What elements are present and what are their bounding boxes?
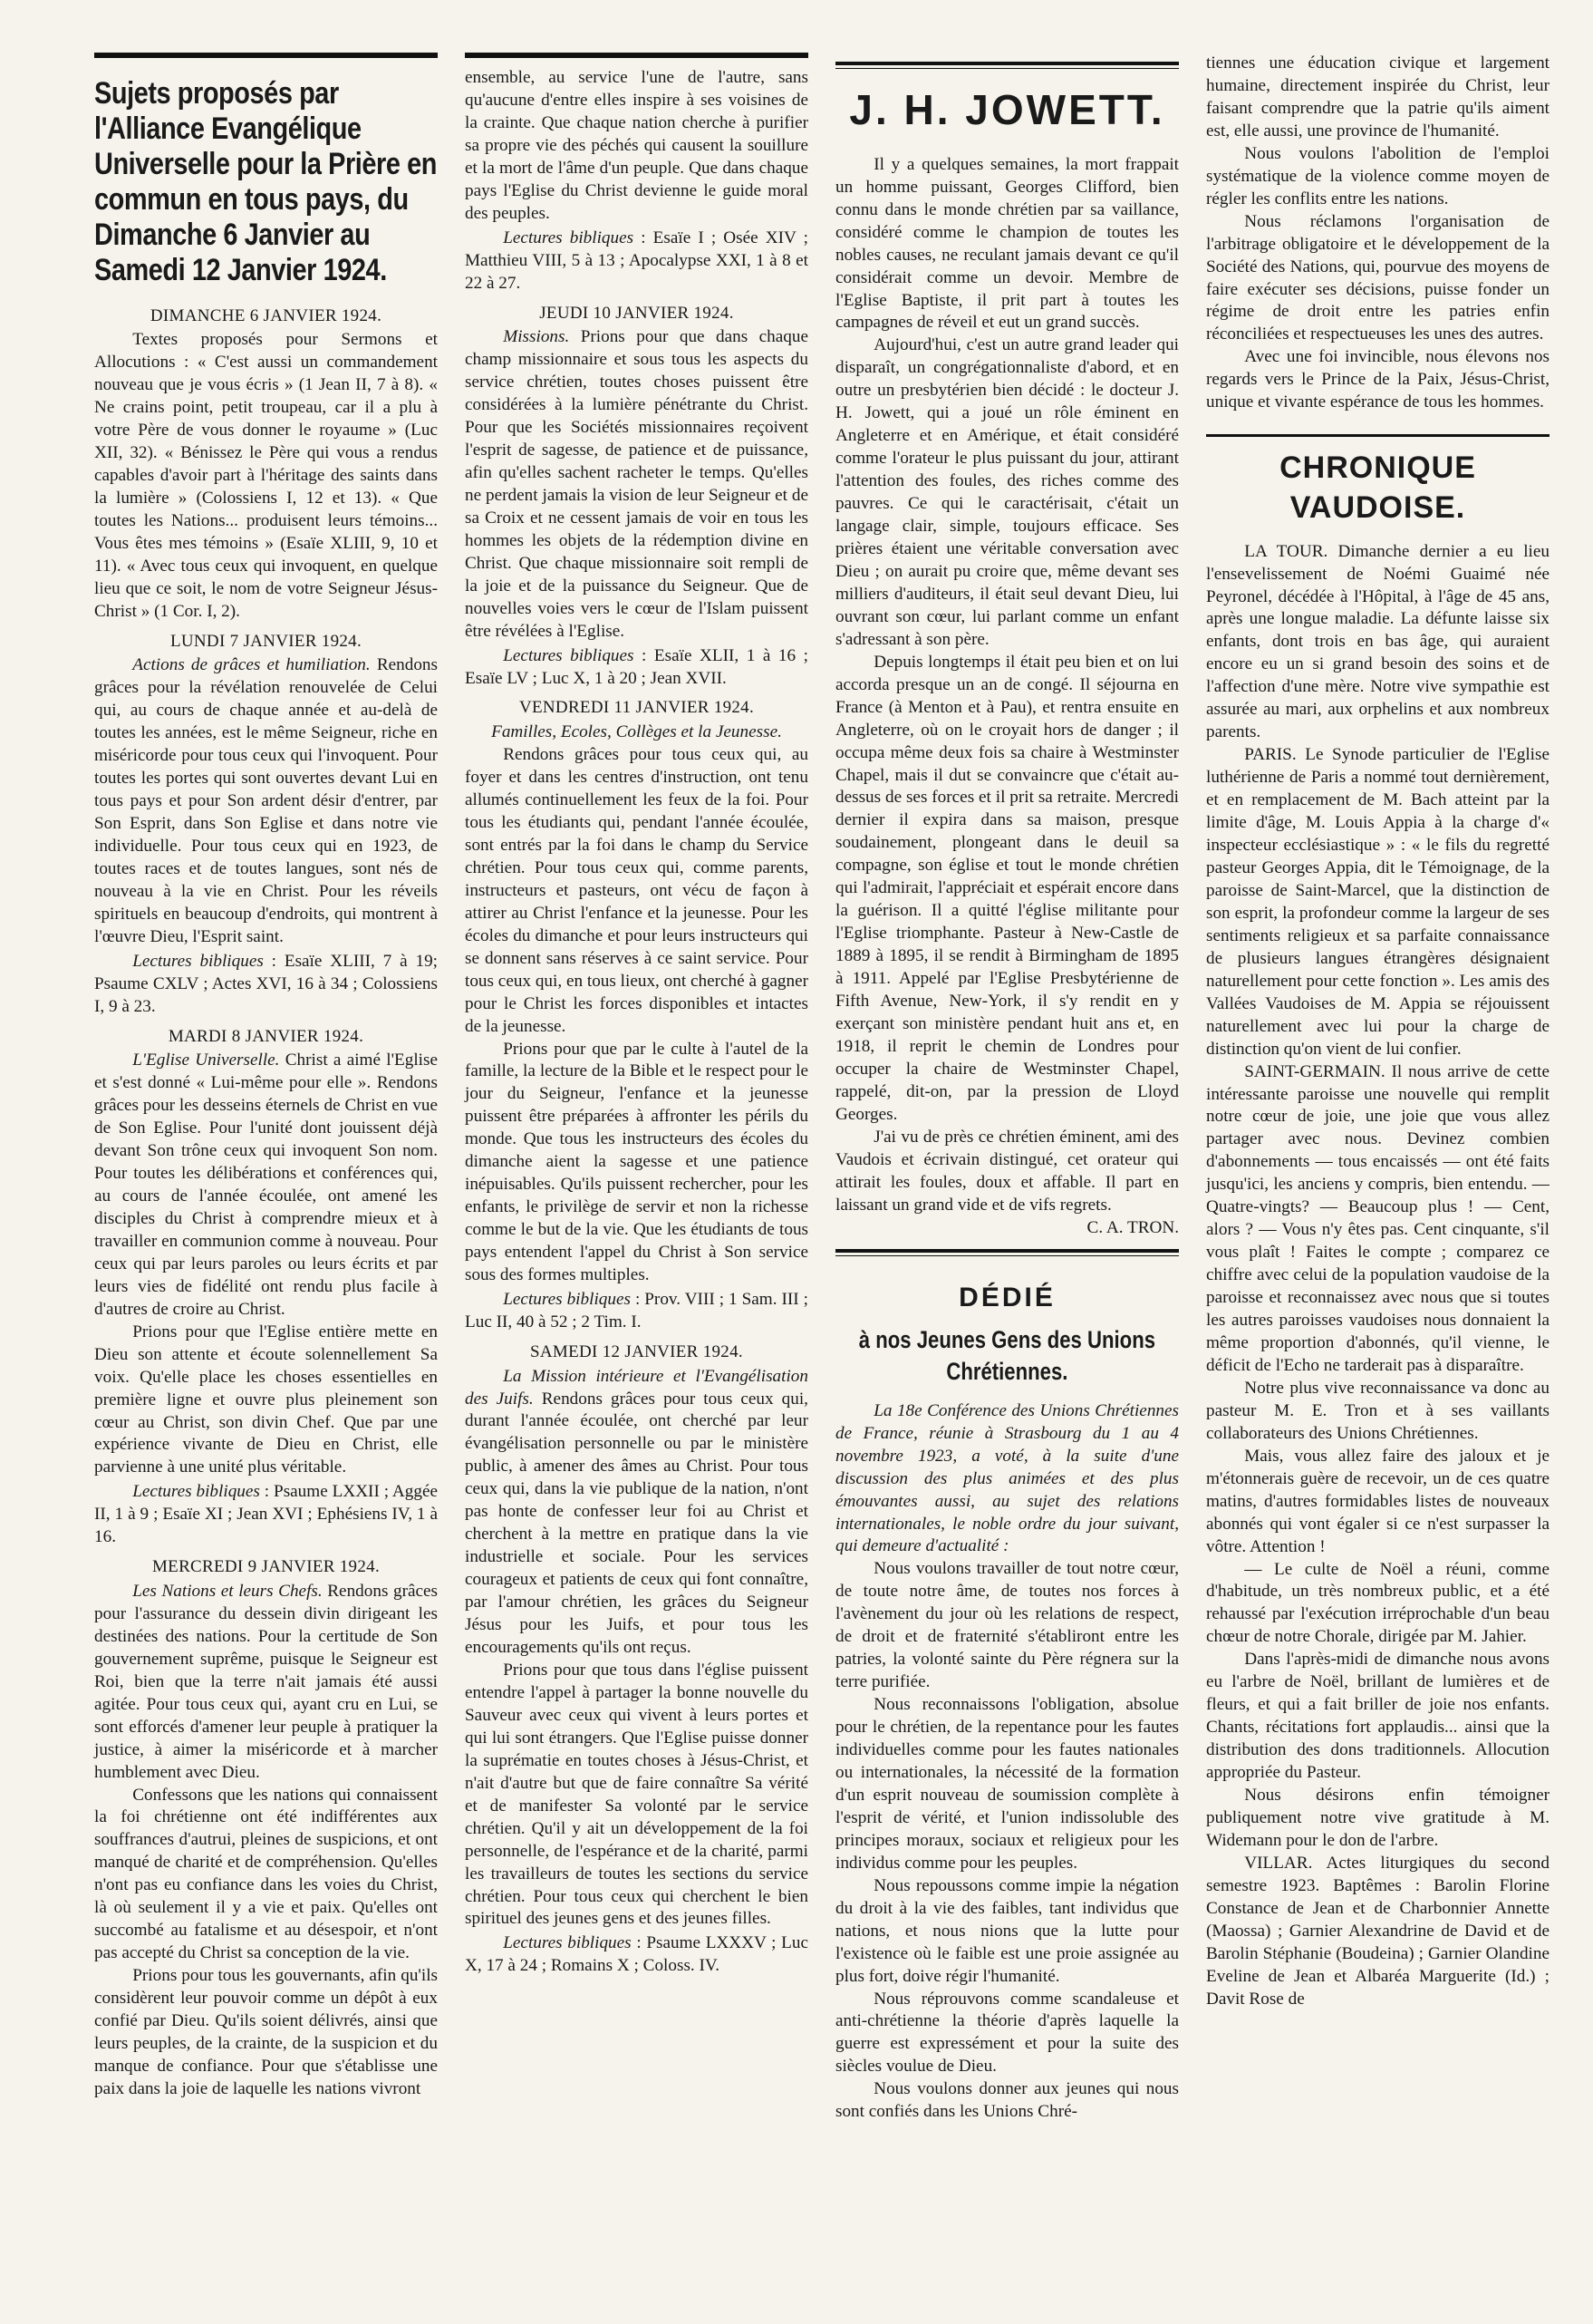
chronique-title: CHRONIQUE VAUDOISE.: [1206, 434, 1550, 528]
column-1: [91, 53, 438, 2288]
prayer-week-headline: Sujets proposés par l'Alliance Evangélique Universelle pour la Prière en commun en tous pays, du Dimanche 6 Janvier au Samedi 12 Janvier 1924.: [94, 76, 437, 288]
columns: [91, 53, 1550, 2288]
villar-entry: VILLAR. Actes liturgiques du second semestre 1923. Baptêmes : Barolin Florine Constance de Jean et de Charbonnier Annette (Maossa) ; Garnier Alexandrine de David et de Barolin Stéphanie (Boudeina) ; Garnier Olandine Eveline de Jean et Albaréa Marguerite (Id.) ; Davit Rose de: [1206, 1853, 1550, 2009]
column-top-rule: [94, 53, 438, 58]
noel-entry-3: Nous désirons enfin témoigner publiquement notre vive gratitude à M. Widemann pour le don de l'arbre.: [1206, 1786, 1550, 1850]
column-top-rule: [465, 53, 808, 58]
saturday-paragraph: [465, 1366, 808, 1660]
saturday-readings: [465, 1932, 808, 1978]
jowett-signature: C. A. TRON.: [1086, 1217, 1179, 1237]
tuesday-text: Christ a aimé l'Eglise et s'est donné « Lui-même pour elle ». Rendons grâces pour les desseins éternels de Christ en vue de Son Eglise. Pour l'unité dont jouissent déjà devant Son trône ceux qui invoquent Son nom. Pour toutes les délibérations et conférences qui, au cours de l'année écoulée, ont amené les disciples du Christ à comprendre mieux et à travailler en communion comme à nouveau. Pour ceux qui par leurs paroles ou leurs écrits et par leurs vies de fidélité ont rendu plus facile à d'autres de croire au Christ.: [94, 1051, 438, 1319]
wednesday-text-2: Confessons que les nations qui connaissent la foi chrétienne ont été indifférentes aux souffrances d'autrui, pleines de suspicions, et ont manqué de charité et de compréhension. Qu'elles n'ont pas eu confiance dans les voies du Christ, là où seulement il y a vie et paix. Qu'elles ont succombé au fatalisme et au désespoir, et n'ont pas accepté du Christ sa conception de la vie.: [94, 1785, 438, 1963]
stgermain-entry-3: Mais, vous allez faire des jaloux et je m'étonnerais guère de recevoir, un de ces quatre matins, d'autres formidables listes de nouveaux abonnés qui vont égaler si ce n'est surpasser la vôtre. Attention !: [1206, 1446, 1550, 1556]
day-heading-wednesday: MERCREDI 9 JANVIER 1924.: [151, 1557, 381, 1577]
tuesday-readings: [94, 1481, 438, 1549]
tuesday-theme: L'Eglise Universelle.: [132, 1051, 280, 1070]
wednesday-readings: [465, 228, 808, 295]
readings-refs: : Esaïe XLII, 1 à 16 ; Esaïe LV ; Luc X, 1 à 20 ; Jean XVII.: [465, 645, 808, 688]
thursday-text: Prions pour que dans chaque champ missionnaire et sous tous les aspects du service chrétien, toutes choses puissent être considérées à la lumière pénétrante du Christ. Pour que les Sociétés missionnaires reçoivent l'esprit de sagesse, de patience et de puissance, afin qu'elles sachent racheter le temps. Qu'elles ne perdent jamais la vision de leur Seigneur et de sa Croix et ne cessent jamais de voir en tous les hommes les objets de la rédemption divine en Christ. Que chaque missionnaire soit rempli de la joie et de la puissance du Seigneur. Que de nouvelles voies vers le cœur de l'Islam puissent être révélées à l'Eglise.: [465, 327, 808, 641]
dedie-p4: Nous réprouvons comme scandaleuse et anti-chrétienne la théorie d'après laquelle la guerre est expressément et pour la suite des siècles voulue de Dieu.: [835, 1989, 1179, 2077]
friday-theme: Familles, Ecoles, Collèges et la Jeunesse.: [491, 722, 782, 742]
monday-paragraph: [94, 654, 438, 948]
dedie-p2: Nous reconnaissons l'obligation, absolue pour le chrétien, de la repentance pour les fautes individuelles comme pour les fautes nationales ou internationales, la nécessité de la formation d'un esprit nouveau de soumission complète à l'esprit de vérité, et l'union indissoluble des principes moraux, sociaux et religieux pour les individus comme pour les peuples.: [835, 1695, 1179, 1873]
monday-theme: Actions de grâces et humiliation.: [132, 655, 371, 675]
readings-label: Lectures bibliques: [503, 1289, 631, 1309]
noel-entry-1: — Le culte de Noël a réuni, comme d'habitude, un très nombreux public, et a été rehaussé par l'exécution irréprochable d'un beau chœur de notre Chorale, dirigée par M. Jahier.: [1206, 1559, 1550, 1647]
dedie-continued-p1: tiennes une éducation civique et largement humaine, directement inspirée du Christ, leur faisant comprendre que la patrie qu'ils aiment est, elle aussi, une province de l'humanité.: [1206, 53, 1550, 140]
stgermain-entry-2: Notre plus vive reconnaissance va donc au pasteur M. E. Tron et à ses vaillants collaborateurs des Unions Chrétiennes.: [1206, 1378, 1550, 1443]
dedie-p3: Nous repoussons comme impie la négation du droit à la vie des faibles, tant individus que nations, et nous nions que la lutte pour l'existence où le faible est une proie assignée au plus fort, doive régir l'humanité.: [835, 1875, 1179, 1986]
day-heading-saturday: SAMEDI 12 JANVIER 1924.: [530, 1341, 743, 1361]
readings-label: Lectures bibliques: [503, 645, 634, 665]
dedie-continued-p3: Nous réclamons l'organisation de l'arbitrage obligatoire et le développement de la Société des Nations, qui, pourvue des moyens de faire exécuter ses décisions, puisse fonder un régime de droit entre les patries enfin réconciliées et respectueuses les unes des autres.: [1206, 211, 1550, 344]
noel-entry-2: Dans l'après-midi de dimanche nous avons eu l'arbre de Noël, brillant de lumières et de fleurs, et qui a fait briller de joie nos enfants. Chants, récitations fort applaudis... ainsi que la distribution des dons traditionnels. Allocution appropriée du Pasteur.: [1206, 1650, 1550, 1783]
jowett-p4: J'ai vu de près ce chrétien éminent, ami des Vaudois et écrivain distingué, cet orateur qui attirait les foules, doux et affable. Il part en laissant un grand vide et de vifs regrets.: [835, 1127, 1179, 1215]
dedie-p5: Nous voulons donner aux jeunes qui nous sont confiés dans les Unions Chré-: [835, 2079, 1179, 2122]
readings-refs: : Esaïe XLIII, 7 à 19; Psaume CXLV ; Actes XVI, 16 à 34 ; Colossiens I, 9 à 23.: [94, 951, 438, 1016]
column-4: [1202, 53, 1550, 2288]
jowett-title: J. H. JOWETT.: [849, 86, 1165, 133]
column-2: [461, 53, 808, 2288]
paris-entry: PARIS. Le Synode particulier de l'Eglise luthérienne de Paris a nommé tout dernièrement, et en remplacement de M. Bach atteint par la limite d'âge, M. Louis Appia à la charge d'« inspecteur ecclésiastique » : « le fils du regretté pasteur Georges Appia, dit le Témoignage, de la paroisse de Saint-Marcel, que la distinction de son esprit, la profondeur comme la largeur de ses sentiments religieux et sa parfaite connaissance de plusieurs langues étrangères désignaient naturellement pour cette fonction ». Les amis des Vallées Vaudoises de M. Appia se réjouissent naturellement avec lui pour la charge de distinction qu'on vient de lui confier.: [1206, 745, 1550, 1059]
readings-label: Lectures bibliques: [132, 1482, 260, 1502]
column-3: [832, 53, 1179, 2288]
dedie-title: DÉDIÉ: [959, 1282, 1056, 1312]
thursday-paragraph: [465, 326, 808, 643]
friday-text-2: Prions pour que par le culte à l'autel de la famille, la lecture de la Bible et le respect pour le jour du Seigneur, l'enfance et la jeunesse puissent être préparées à affronter les périls du monde. Que tous les instructeurs des écoles du dimanche aient la sagesse et une patience inépuisables. Qu'ils puissent rechercher, pour les enfants, le privilège de servir et non la richesse comme le but de la vie. Que les étudiants de tous pays entendent l'appel du Christ à Son service sous des formes multiples.: [465, 1039, 808, 1285]
friday-readings: [465, 1289, 808, 1334]
jowett-p2: Aujourd'hui, c'est un autre grand leader qui disparaît, un congrégationnaliste d'abord, et en outre un presbytérien bien décidé : le docteur J. H. Jowett, qui a joué un rôle éminent en Angleterre et en Amérique, et était considéré comme l'orateur le plus puissant du jour, attirant l'attention des foules, des riches comme des pauvres. Ce qui le caractérisait, c'était un langage clair, simple, toujours efficace. Ses prières étaient une véritable conversation avec Dieu ; on aurait pu croire que, même devant ses milliers d'auditeurs, il était seul devant Dieu, lui ouvrant son cœur, lui parlant comme un enfant s'adressant à son père.: [835, 335, 1179, 649]
latour-entry: LA TOUR. Dimanche dernier a eu lieu l'ensevelissement de Noémi Guaimé née Peyronel, décédée à l'Hôpital, à l'âge de 45 ans, après une longue maladie. La défunte laisse six enfants, dont trois en bas âge, qui auraient encore eu un si grand besoin des soins et de l'affection d'une mère. Notre vive sympathie est assurée au mari, aux orphelins et aux nombreux parents.: [1206, 541, 1550, 742]
day-heading-friday: VENDREDI 11 JANVIER 1924.: [518, 698, 755, 718]
jowett-p3: Depuis longtemps il était peu bien et on lui accorda presque un an de congé. Il séjourna en France (à Menton et à Pau), et rentra ensuite en Angleterre, où on le croyait hors de danger ; il occupa même deux fois sa chaire à Westminster Chapel, mais il dut se convaincre que c'était au-dessus de ses forces et il prit sa retraite. Mercredi dernier il expira dans sa maison, presque soudainement, plongeant dans le deuil sa compagne, son église et tout le monde chrétien qui l'admirait, l'appréciait et espérait encore dans la guérison. Il a quitté l'église militante pour l'Eglise triomphante. Pasteur à New-Castle de 1889 à 1895, il se rendit à Birmingham de 1895 à 1911. Appelé par l'Eglise Presbytérienne de Fifth Avenue, New-York, il s'y rendit en y exerçant son ministère pendant huit ans et, en 1918, il reprit le chemin de Londres pour occuper la chaire de Westminster Chapel, rappelé, dit-on, par la pression de Lloyd Georges.: [835, 652, 1179, 1124]
wednesday-paragraph: [94, 1581, 438, 1785]
article-rule: [835, 1249, 1179, 1256]
wednesday-text-3: Prions pour tous les gouvernants, afin qu'ils considèrent leur pouvoir comme un dépôt à eux confié par Dieu. Qu'ils soient délivrés, ainsi que leurs peuples, de la crainte, de la suspicion et du manque de confiance. Pour que s'établisse une paix dans la joie de laquelle les nations vivront: [94, 1966, 438, 2098]
thursday-theme: Missions.: [503, 327, 570, 347]
tuesday-paragraph: [94, 1050, 438, 1321]
wednesday-text: Rendons grâces pour l'assurance du dessein divin dirigeant les destinées des nations. Pour la certitude de Son gouvernement suprême, puisque le Seigneur est Roi, bien que la terre n'ait jamais été aussi agitée. Pour tous ceux qui, ayant cru en Lui, se sont efforcés d'amener leur peuple à pratiquer la justice, à aimer la miséricorde et à marcher humblement avec Dieu.: [94, 1581, 438, 1782]
dedie-intro: La 18e Conférence des Unions Chrétiennes de France, réunie à Strasbourg du 1 au 4 novembre 1923, a voté, à la suite d'une discussion des plus animées et des plus émouvantes aussi, au sujet des relations internationales, le noble ordre du jour suivant, qui demeure d'actualité :: [835, 1400, 1179, 1556]
readings-label: Lectures bibliques: [132, 951, 264, 971]
wednesday-continued: ensemble, au service l'une de l'autre, sans qu'aucune d'entre elles inspire à ses voisines de la crainte. Que chaque nation cherche à purifier sa propre vie des péchés qui causent la souillure et la mort de l'âme d'un peuple. Que dans chaque pays l'Eglise du Christ devienne le guide moral des peuples.: [465, 68, 808, 223]
tuesday-text-2: Prions pour que l'Eglise entière mette en Dieu son attente et écoute solennellement Sa voix. Qu'elle place les choses essentielles en première ligne et ouvre plus pleinement son cœur au Christ, son divin Chef. Que par une expérience vivante de Dieu en Christ, elle parvienne à une unité plus véritable.: [94, 1322, 438, 1477]
article-rule: [835, 62, 1179, 69]
day-heading-thursday: JEUDI 10 JANVIER 1924.: [539, 303, 734, 323]
readings-refs: : Psaume LXXII ; Aggée II, 1 à 9 ; Esaïe XI ; Jean XVI ; Ephésiens IV, 1 à 16.: [94, 1482, 438, 1547]
friday-text-1: Rendons grâces pour tous ceux qui, au foyer et dans les centres d'instruction, ont tenu allumés continuellement les feux de la foi. Pour tous les étudiants qui, pendant l'année écoulée, sont entrés par la foi dans le champ du Service chrétien. Pour tous ceux qui, comme parents, instructeurs et pasteurs, ont vécu de façon à attirer au Christ l'enfance et la jeunesse. Pour les écoles du dimanche et pour leurs instructeurs qui se donnent sans réserves à ce saint service. Pour tous ceux qui, en tous lieux, ont cherché à gagner pour le Christ les forces disponibles et intactes de la jeunesse.: [465, 745, 808, 1036]
saturday-text-2: Prions pour que tous dans l'église puissent entendre l'appel à partager la bonne nouvelle du Sauveur avec ceux qui vivent à leurs portes et qui lui sont étrangers. Que l'Eglise puisse donner la suprématie en toutes choses à Jésus-Christ, et n'ait d'autre but que de faire connaître Sa vérité et de manifester Sa volonté par le service chrétien. Qu'il y ait un développement de la foi personnelle, de l'espérance et de la charité, parmi les travailleurs de toutes les sections du service chrétien. Pour tous ceux qui cherchent le bien spirituel des jeunes gens et des jeunes filles.: [465, 1660, 808, 1929]
readings-refs: : Esaïe I ; Osée XIV ; Matthieu VIII, 5 à 13 ; Apocalypse XXI, 1 à 8 et 22 à 27.: [465, 228, 808, 293]
sunday-text: Textes proposés pour Sermons et Allocutions : « C'est aussi un commandement nouveau que je vous écris » (1 Jean II, 7 à 8). « Ne crains point, petit troupeau, car il a plu à votre Père de vous donner le royaume » (Luc XII, 32). « Bénissez le Père qui vous a rendus capables d'avoir part à l'héritage des saints dans la lumière » (Colossiens I, 12 et 13). « Que toutes les Nations... produisent leurs témoins... Vous êtes mes témoins » (Esaïe XLIII, 9, 10 et 11). « Avec tous ceux qui invoquent, en quelque lieu que ce soit, le nom de votre Seigneur Jésus-Christ » (1 Cor. I, 2).: [94, 330, 438, 621]
thursday-readings: [465, 645, 808, 691]
monday-text: Rendons grâces pour la révélation renouvelée de Celui qui, au cours de chaque année et au-delà de toutes les années, est le même Seigneur, riche en miséricorde pour tous ceux qui l'invoquent. Pour toutes les portes qui sont ouvertes devant Lui en tous pays et pour Son ardent désir d'entrer, par Son Esprit, dans Son Eglise et dans notre vie individuelle. Pour tous ceux qui en 1923, de toutes races et de toutes langues, sont nés de nouveau à la vie en Christ. Pour les réveils spirituels en beaucoup d'endroits, qui montrent à l'œuvre Dieu, l'Esprit saint.: [94, 655, 438, 946]
stgermain-entry: SAINT-GERMAIN. Il nous arrive de cette intéressante paroisse une nouvelle qui remplit notre cœur de joie, une joie que vous allez partager avec nous. Devinez combien d'abonnements — tous encaissés — ont été faits jusqu'ici, les anciens y compris, bien entendu. — Quatre-vingts? — Beaucoup plus ! — Cent, alors ? — Vous n'y êtes pas. Cent cinquante, s'il vous plaît ! Faites le compte ; comparez ce chiffre avec celui de la population vaudoise de la paroisse et reconnaissez avec nous que si toutes les autres paroisses vaudoises nous donnaient la même proportion d'abonnés, qu'il vienne, le déficit de l'Echo ne tarderait pas à disparaître.: [1206, 1061, 1550, 1375]
readings-label: Lectures bibliques: [503, 228, 634, 247]
wednesday-theme: Les Nations et leurs Chefs.: [132, 1581, 323, 1601]
day-heading-sunday: DIMANCHE 6 JANVIER 1924.: [150, 305, 382, 325]
monday-readings: [94, 951, 438, 1019]
day-heading-monday: LUNDI 7 JANVIER 1924.: [169, 631, 362, 651]
saturday-text: Rendons grâces pour tous ceux qui, durant l'année écoulée, ont cherché par leur évangélisation personnelle ou par le ministère public, à amener des âmes au Christ. Pour tous ceux qui, dans la vie publique de la nation, n'ont pas honte de confesser leur foi au Christ et cherchent à la mettre en pratique dans la vie industrielle et sociale. Pour les services courageux et patients de ceux qui font connaître, par l'amour chrétien, les grâces du Seigneur Jésus pour les Juifs, et pour tous les encouragements qu'ils ont reçus.: [465, 1389, 808, 1658]
dedie-continued-p2: Nous voulons l'abolition de l'emploi systématique de la violence comme moyen de régler les conflits entre les nations.: [1206, 143, 1550, 208]
readings-refs: : Prov. VIII ; 1 Sam. III ; Luc II, 40 à 52 ; 2 Tim. I.: [465, 1289, 808, 1331]
saturday-theme: La Mission intérieure et l'Evangélisation des Juifs.: [465, 1366, 808, 1409]
dedie-continued-p4: Avec une foi invincible, nous élevons nos regards vers le Prince de la Paix, Jésus-Christ, unique et vivante espérance de tous les hommes.: [1206, 347, 1550, 412]
readings-label: Lectures bibliques: [503, 1933, 632, 1953]
dedie-subtitle: à nos Jeunes Gens des Unions Chrétiennes.: [858, 1325, 1156, 1385]
dedie-p1: Nous voulons travailler de tout notre cœur, de toute notre âme, de toutes nos forces à l'avènement du jour où les relations de respect, de droit et de fraternité s'établiront entre les patries, la volonté sainte du Père régnera sur la terre purifiée.: [835, 1559, 1179, 1692]
jowett-p1: Il y a quelques semaines, la mort frappait un homme puissant, Georges Clifford, bien connu dans le monde chrétien par sa vaillance, considéré comme le champion de toutes les nobles causes, ne reculant jamais devant ce qu'il considérait comme un devoir. Membre de l'Eglise Baptiste, il prit part à toutes les campagnes de réveil et eut un grand succès.: [835, 154, 1179, 333]
day-heading-tuesday: MARDI 8 JANVIER 1924.: [168, 1026, 364, 1046]
readings-refs: : Psaume LXXXV ; Luc X, 17 à 24 ; Romains X ; Coloss. IV.: [465, 1933, 808, 1976]
